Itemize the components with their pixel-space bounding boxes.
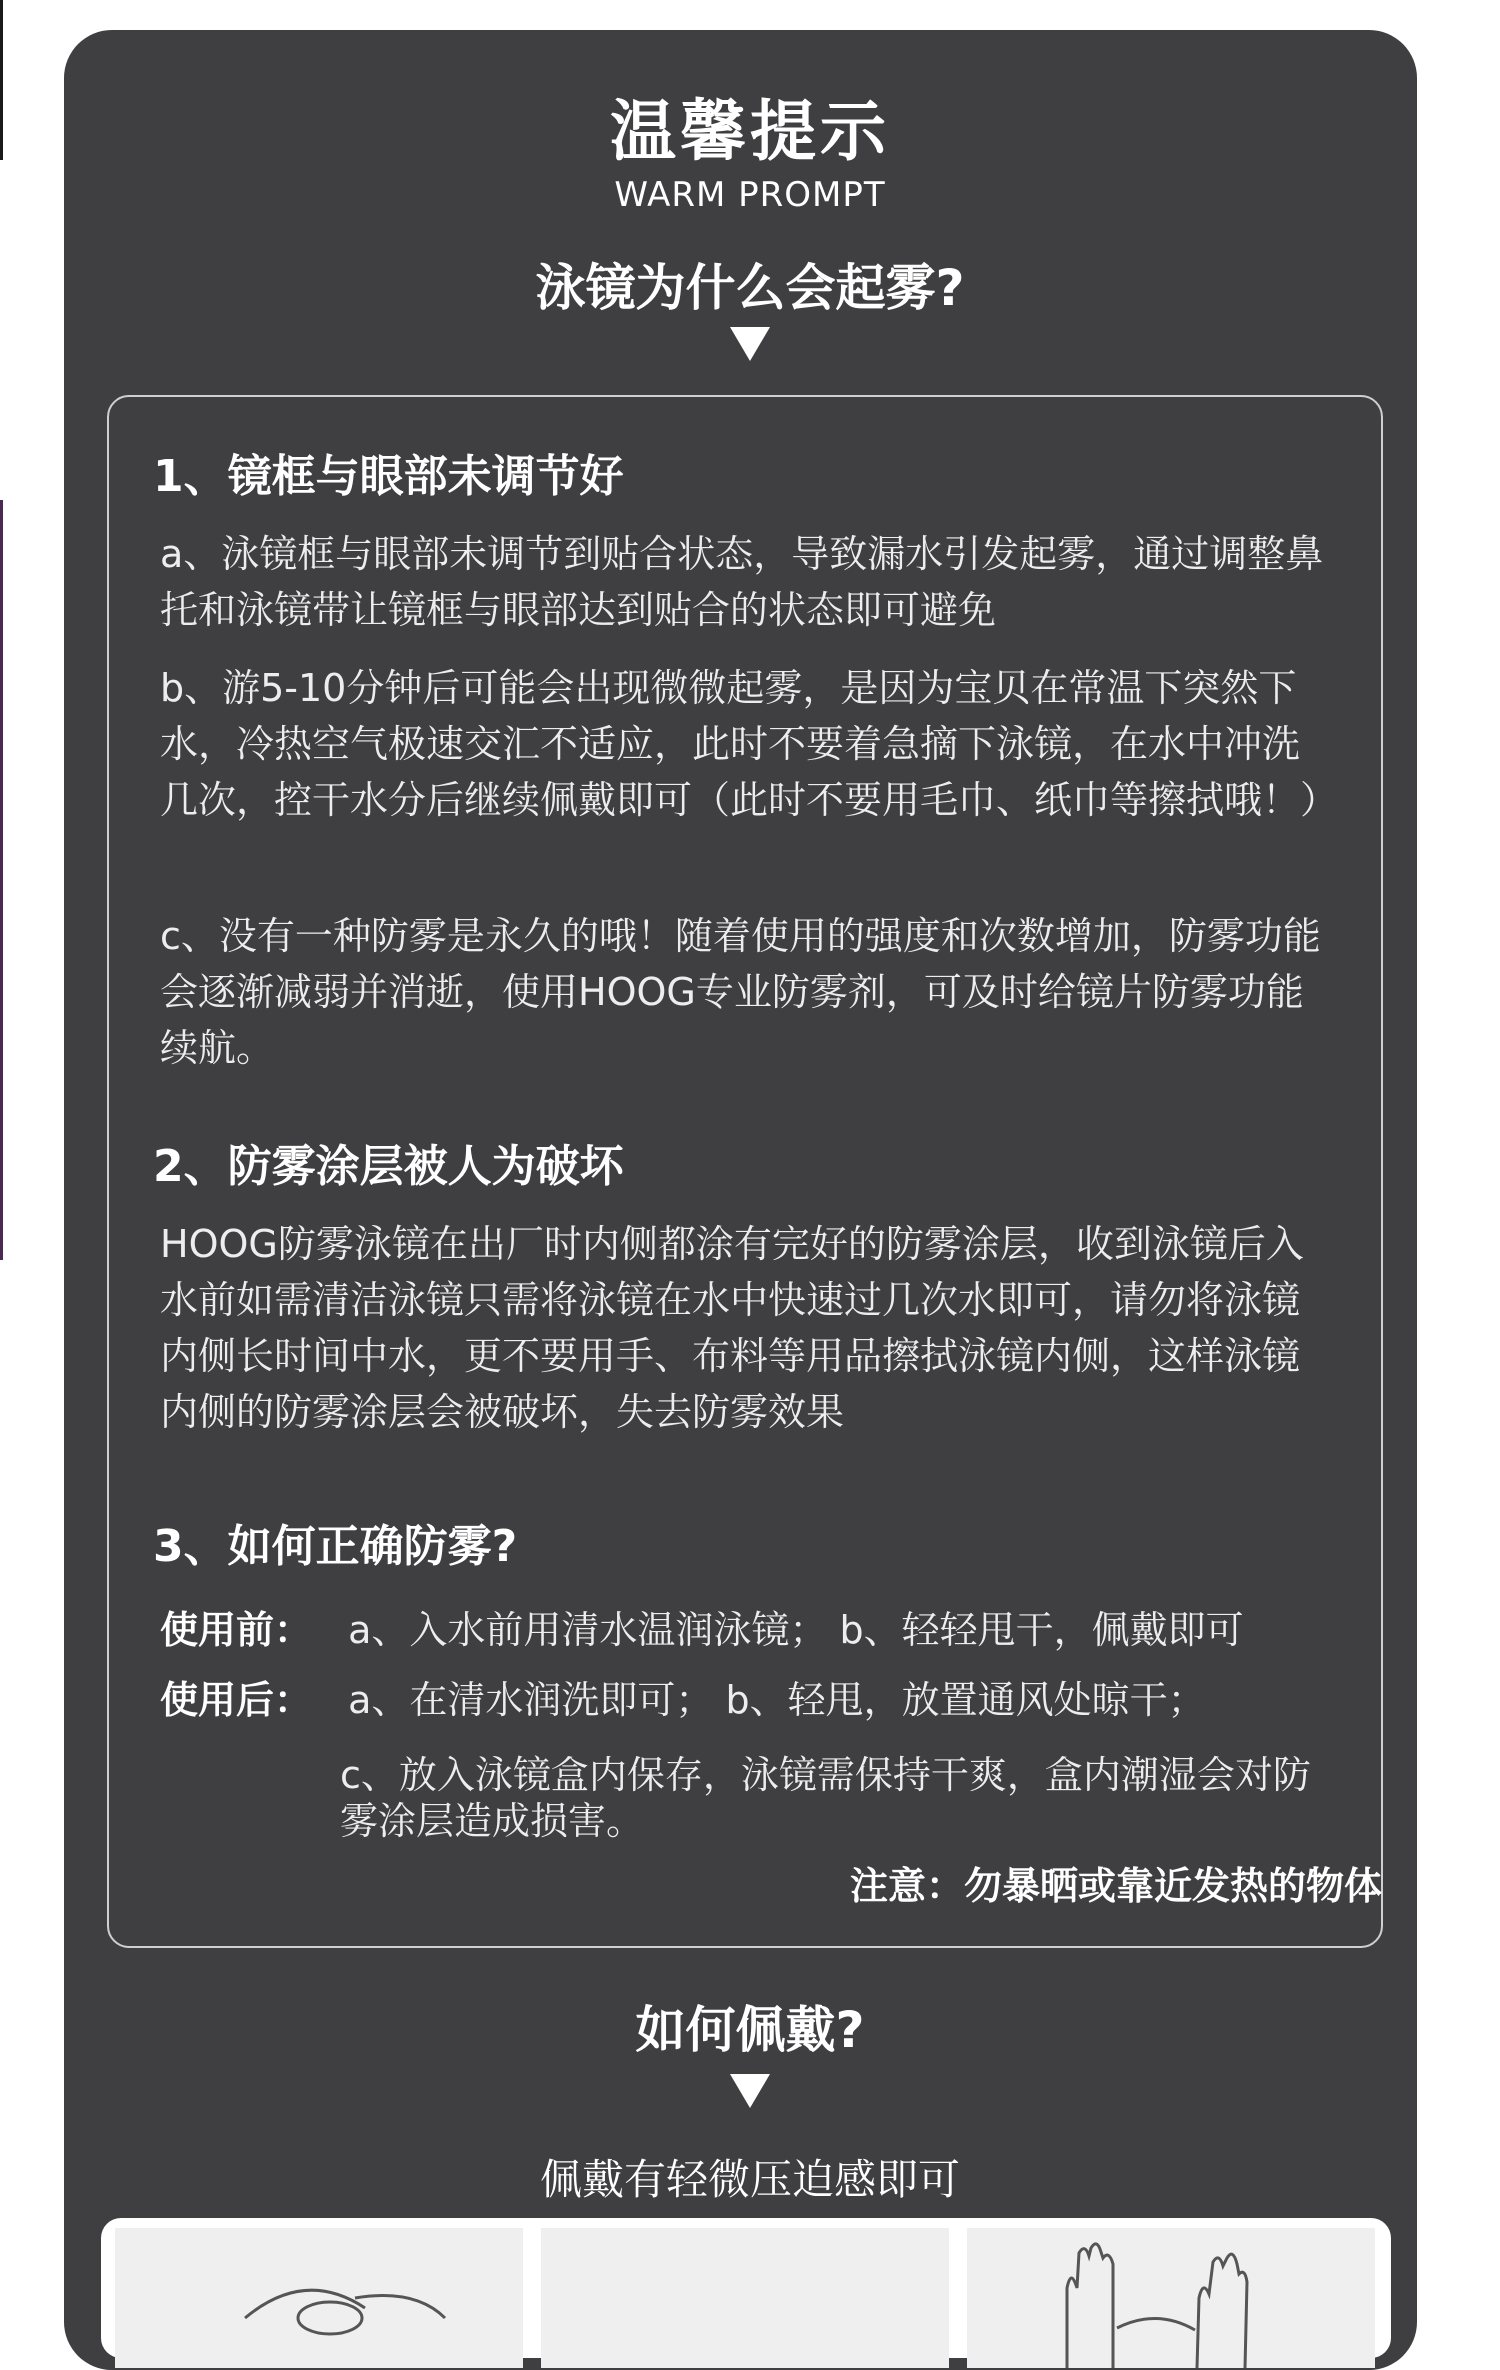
after-use-text-2: c、放入泳镜盒内保存，泳镜需保持干爽，盒内潮湿会对防雾涂层造成损害。: [340, 1753, 1311, 1843]
after-use-row: [160, 1672, 1206, 1728]
section-heading: 3、如何正确防雾?: [153, 1521, 518, 1572]
down-arrow-icon: [730, 327, 770, 361]
goggles-icon: [115, 2228, 523, 2368]
paragraph: HOOG防雾泳镜在出厂时内侧都涂有完好的防雾涂层，收到泳镜后入水前如需清洁泳镜只需将泳镜在水中快速过几次水即可，请勿将泳镜内侧长时间中水，更不要用手、布料等用品擦拭泳镜内侧，这样泳镜内侧的防雾涂层会被破坏，失去防雾效果: [160, 1222, 1304, 1434]
wear-step-card: [115, 2228, 523, 2368]
wear-steps-strip: [101, 2218, 1391, 2358]
before-use-row: [160, 1602, 1244, 1658]
after-use-text: a、在清水润洗即可； b、轻甩，放置通风处晾干；: [348, 1678, 1206, 1722]
edge-mark: [0, 500, 3, 1260]
page-title: 温馨提示: [610, 93, 890, 170]
paragraph: c、没有一种防雾是永久的哦！随着使用的强度和次数增加，防雾功能会逐渐减弱并消逝，使用HOOG专业防雾剂，可及时给镜片防雾功能续航。: [160, 914, 1321, 1070]
before-use-text: a、入水前用清水温润泳镜； b、轻轻甩干，佩戴即可: [348, 1608, 1244, 1652]
down-arrow-icon: [730, 2074, 770, 2108]
wear-step-card: [967, 2228, 1375, 2368]
wear-subheading: 佩戴有轻微压迫感即可: [539, 2155, 960, 2204]
wear-heading: 如何佩戴?: [635, 2001, 865, 2059]
page-subtitle: WARM PROMPT: [614, 175, 886, 215]
question-heading: 泳镜为什么会起雾?: [535, 259, 965, 317]
wear-step-card: [541, 2228, 949, 2368]
section-heading: 1、镜框与眼部未调节好: [153, 451, 624, 502]
before-use-label: 使用前：: [160, 1608, 313, 1652]
paragraph: a、泳镜框与眼部未调节到贴合状态，导致漏水引发起雾，通过调整鼻托和泳镜带让镜框与眼部达到贴合的状态即可避免: [160, 532, 1324, 632]
section-heading: 2、防雾涂层被人为破坏: [153, 1141, 624, 1192]
after-use-label: 使用后：: [160, 1678, 313, 1722]
paragraph: b、游5-10分钟后可能会出现微微起雾，是因为宝贝在常温下突然下水，冷热空气极速交汇不适应，此时不要着急摘下泳镜，在水中冲洗几次，控干水分后继续佩戴即可（此时不要用毛巾、纸巾等擦拭哦！）: [160, 666, 1339, 822]
caution-note: 注意：勿暴晒或靠近发热的物体: [849, 1864, 1382, 1908]
hands-icon: [967, 2228, 1375, 2368]
